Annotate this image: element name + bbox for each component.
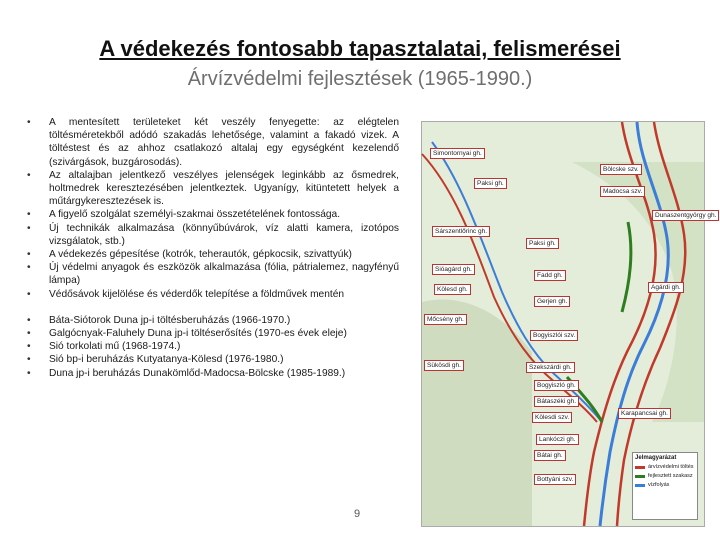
map-label-agard: Agárdi gh. bbox=[648, 282, 684, 293]
map-legend bbox=[632, 452, 698, 520]
map-label-madocsa: Madocsa szv. bbox=[600, 186, 645, 197]
legend-row bbox=[635, 464, 695, 470]
map-label-dunaszentgyorgy: Dunaszentgyörgy gh. bbox=[652, 210, 719, 221]
bullet-item: • A figyelő szolgálat személyi-szakmai összetételének fontossága. bbox=[27, 208, 399, 221]
project-item: • Galgócnyak-Faluhely Duna jp-i töltéserősítés (1970-es évek eleje) bbox=[27, 327, 399, 340]
legend-swatch bbox=[635, 475, 645, 478]
project-item: • Sió torkolati mű (1968-1974.) bbox=[27, 340, 399, 353]
project-item: • Báta-Siótorok Duna jp-i töltésberuházás (1966-1970.) bbox=[27, 314, 399, 327]
map-label-sioagard: Sióagárd gh. bbox=[432, 264, 475, 275]
map-label-batai: Bátai gh. bbox=[534, 450, 566, 461]
map-label-szekszard: Szekszárdi gh. bbox=[526, 362, 575, 373]
map-label-paks-1: Paksi gh. bbox=[474, 178, 507, 189]
legend-title: Jelmagyarázat bbox=[635, 455, 677, 461]
bullet-item: • A mentesített területeket két veszély fenyegette: az elégtelen töltésméretekből adódó szakadás lehetősége, valamint a fakadó vizek. A töltéstest és az ahhoz csatlakozó altalaj egy egységként kezelendő (szivárgások, buzgárosodás). bbox=[27, 116, 399, 169]
map-label-bogyiszlo-gh: Bogyiszló gh. bbox=[534, 380, 579, 391]
map-label-sukosd: Sükösdi gh. bbox=[424, 360, 464, 371]
bullet-item: • Védősávok kijelölése és véderdők telepítése a földművek mentén bbox=[27, 288, 399, 301]
map-label-gerjen: Gerjen gh. bbox=[534, 296, 570, 307]
legend-label: vízfolyás bbox=[648, 482, 670, 488]
legend-label: fejlesztett szakasz bbox=[648, 473, 693, 479]
map-label-sarszentlorinc: Sárszentlőrinc gh. bbox=[432, 226, 490, 237]
map-label-bolcske: Bölcske szv. bbox=[600, 164, 642, 175]
legend-swatch bbox=[635, 484, 645, 487]
map-label-lankoc: Lankóczi gh. bbox=[536, 434, 579, 445]
map-terrain bbox=[422, 299, 532, 526]
bullet-item: • Az altalajban jelentkező veszélyes jelenségek leginkább az ősmedrek, holtmedrek keresztezésében jelentkeztek. Ugyanígy, kitüntetett helyek a műtárgykeresztezések is. bbox=[27, 169, 399, 209]
legend-row bbox=[635, 473, 695, 479]
map-label-bogyiszlo: Bogyiszlói szv. bbox=[530, 330, 578, 341]
map-label-bataszek: Bátaszéki gh. bbox=[534, 396, 579, 407]
bullet-list bbox=[27, 116, 399, 380]
map-label-fadd: Fadd gh. bbox=[534, 270, 566, 281]
flood-defense-map bbox=[421, 121, 717, 527]
slide-title: A védekezés fontosabb tapasztalatai, felismerései bbox=[99, 36, 621, 61]
map-label-kolesd: Kölesd gh. bbox=[434, 284, 471, 295]
map-label-mocseny: Mőcsény gh. bbox=[424, 314, 467, 325]
page-number: 9 bbox=[354, 508, 361, 520]
bullet-item: • A védekezés gépesítése (kotrók, teherautók, gépkocsik, szivattyúk) bbox=[27, 248, 399, 261]
bullet-item: • Új védelmi anyagok és eszközök alkalmazása (fólia, pátrialemez, nagyfényű lámpa) bbox=[27, 261, 399, 287]
map-label-karapancsa: Karapancsai gh. bbox=[618, 408, 671, 419]
map-label-paks-2: Paksi gh. bbox=[526, 238, 559, 249]
project-item: • Duna jp-i beruházás Dunakömlőd-Madocsa-Bölcske (1985-1989.) bbox=[27, 367, 399, 380]
map-label-bottyani: Bottyáni szv. bbox=[534, 474, 576, 485]
legend-label: árvízvédelmi töltés bbox=[648, 464, 694, 470]
legend-row bbox=[635, 482, 695, 488]
map-label-simontornya: Simontornyai gh. bbox=[430, 148, 485, 159]
bullet-item: • Új technikák alkalmazása (könnyűbúvárok, víz alatti kamera, izotópos vizsgálatok, stb.) bbox=[27, 222, 399, 248]
project-item: • Sió bp-i beruházás Kutyatanya-Kölesd (1976-1980.) bbox=[27, 353, 399, 366]
map-label-kolesdi-szv: Kölesdi szv. bbox=[532, 412, 572, 423]
legend-swatch bbox=[635, 466, 645, 469]
slide-subtitle: Árvízvédelmi fejlesztések (1965-1990.) bbox=[187, 68, 533, 90]
